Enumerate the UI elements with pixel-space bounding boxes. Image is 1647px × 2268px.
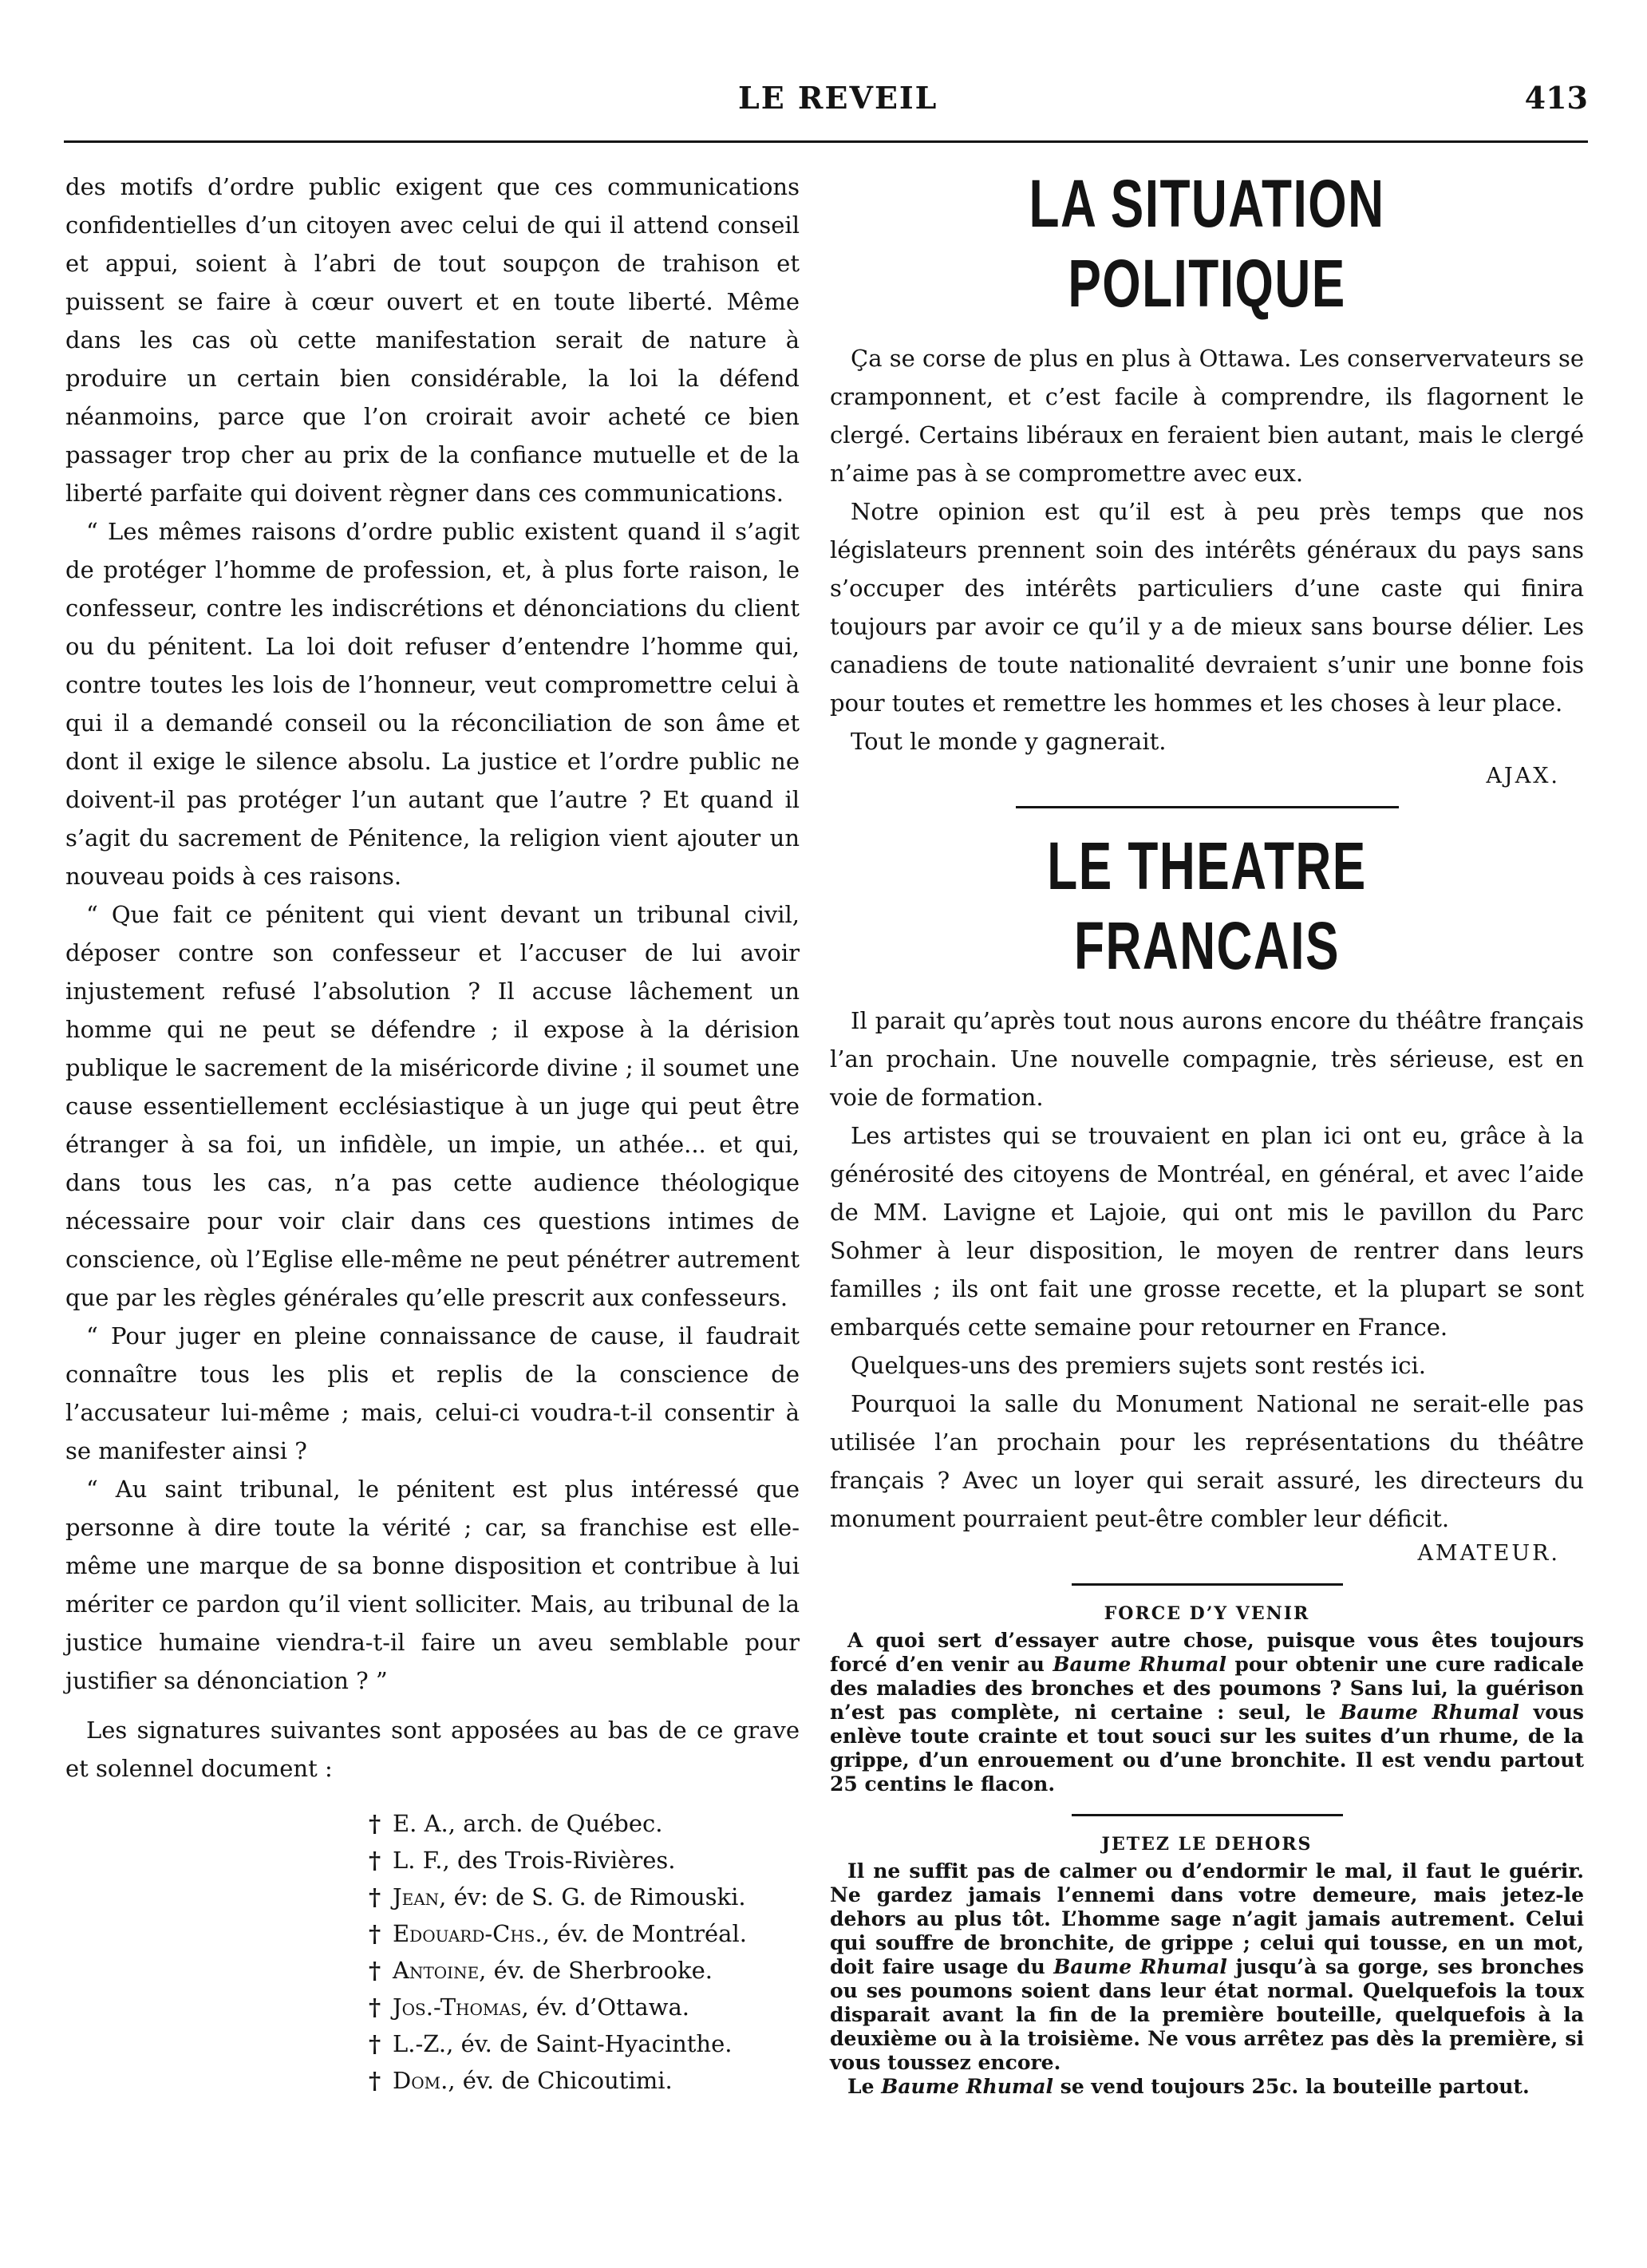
body-paragraph: Ça se corse de plus en plus à Ottawa. Les conservervateurs se cramponnent, et c’est facile à comprendre, ils flagornent le clergé. Certains libéraux en feraient bien autant, mais le clergé n’aime pas à se compromettre avec eux. — [830, 345, 1584, 487]
dagger-mark: † — [369, 2030, 381, 2057]
advert-text — [830, 1629, 1584, 1796]
dagger-mark: † — [369, 1993, 381, 2021]
advert-text — [830, 2075, 1584, 2099]
article-headline: LE THEATRE FRANCAIS — [1047, 828, 1367, 983]
signatory — [369, 1989, 800, 2025]
advert-divider — [1072, 1814, 1343, 1816]
signatory-see: év: de S. G. de Rimouski. — [446, 1883, 746, 1910]
signatory — [369, 1879, 800, 1915]
body-paragraph: Il parait qu’après tout nous aurons encore du théâtre français l’an prochain. Une nouvelle compagnie, très sérieuse, est en voie de formation. — [830, 1007, 1584, 1111]
dagger-mark: † — [369, 1957, 381, 1984]
brand-name: Baume Rhumal — [881, 2075, 1054, 2098]
dagger-mark: † — [369, 1883, 381, 1910]
dagger-mark: † — [369, 2067, 381, 2094]
body-paragraph: des motifs d’ordre public exigent que ces communications confidentielles d’un citoyen avec celui de qui il attend conseil et appui, soient à l’abri de tout soupçon de trahison et puissent se faire à cœur ouvert et en toute liberté. Même dans les cas où cette manifestation serait de nature à produire un certain bien considérable, la loi la défend néanmoins, parce que l’on croirait avoir acheté ce bien passager trop cher au prix de la confiance mutuelle et de la liberté parfaite qui doivent règner dans ces communications. — [65, 173, 800, 507]
body-paragraph: Les artistes qui se trouvaient en plan ici ont eu, grâce à la générosité des citoyens de Montréal, en général, et avec l’aide de MM. Lavigne et Lajoie, qui ont mis le pavillon du Parc Sohmer à leur disposition, le moyen de rentrer dans leurs familles ; ils ont fait une grosse recette, et la plupart se sont embarqués cette semaine pour retourner en France. — [830, 1122, 1584, 1341]
signatories-list — [369, 1805, 800, 2099]
advert-divider — [1072, 1583, 1343, 1586]
signatory — [369, 1952, 800, 1989]
body-paragraph: Notre opinion est qu’il est à peu près temps que nos législateurs prennent soin des intérêts généraux du pays sans s’occuper des intérêts particuliers d’une caste qui finira toujours par avoir ce qu’il y a de mieux sans bourse délier. Les canadiens de toute nationalité devraient s’unir une bonne fois pour toutes et remettre les hommes et les choses à leur place. — [830, 498, 1584, 717]
advert-text-part: se vend toujours 25c. la bouteille partout. — [1053, 2075, 1530, 2098]
advert-text-part: A quoi sert d’essayer autre chose, puisque vous êtes toujours forcé d’en venir au — [830, 1629, 1584, 1676]
advert-text-part: jusqu’à sa gorge, ses bronches ou ses poumons soient dans leur état normal. Quelquefois la toux disparait avant la fin de la première bouteille, quelquefois à la deuxième ou à la troisième. Ne vous arrêtez pas dès la première, si vous toussez encore. — [830, 1955, 1584, 2074]
body-paragraph: “ Au saint tribunal, le pénitent est plus intéressé que personne à dire toute la vérité ; car, sa franchise est elle-même une marque de sa bonne disposition et contribue à lui mériter ce pardon qu’il vient solliciter. Mais, au tribunal de la justice humaine viendra-t-il faire un aveu semblable pour justifier sa dénonciation ? ” — [65, 1476, 800, 1694]
signatory-name: L.-Z., — [393, 2030, 454, 2057]
header-rule — [64, 140, 1588, 143]
signatory — [369, 2025, 800, 2062]
page-number: 413 — [1524, 80, 1588, 116]
article-theatre-francais — [830, 826, 1584, 1566]
body-paragraph: “ Que fait ce pénitent qui vient devant un tribunal civil, déposer contre son confesseur et l’accuser de lui avoir injustement refusé l’absolution ? Il accuse lâchement un homme qui ne peut se défendre ; il expose à la dérision publique le sacrement de la miséricorde divine ; il soumet une cause essentiellement ecclésiastique à un juge qui peut être étranger à sa foi, un infidèle, un impie, un athée... et qui, dans tous les cas, n’a pas cette audience théologique nécessaire pour voir clair dans ces questions intimes de conscience, où l’Eglise elle-même ne peut pénétrer autrement que par les règles générales qu’elle prescrit aux confesseurs. — [65, 901, 800, 1311]
left-column — [65, 168, 800, 2099]
signatory-see: év. de Chicoutimi. — [455, 2067, 673, 2094]
body-paragraph: Les signatures suivantes sont apposées au bas de ce grave et solennel document : — [65, 1717, 800, 1782]
signatory-name: Jean, — [393, 1883, 447, 1910]
advert-text-part: Il ne suffit pas de calmer ou d’endormir le mal, il faut le guérir. Ne gardez jamais l’ennemi dans votre demeure, mais jetez-le dehors au plus tôt. L’homme sage n’agit jamais autrement. Celui qui souffre de bronchite, de grippe ; celui qui tousse, en un mot, doit faire usage du — [830, 1859, 1584, 1978]
article-headline: LA SITUATION POLITIQUE — [1029, 166, 1385, 321]
body-paragraph: Pourquoi la salle du Monument National ne serait-elle pas utilisée l’an prochain pour les représentations du théâtre français ? Avec un loyer qui serait assuré, les directeurs du monument pourraient peut-être combler leur déficit. — [830, 1390, 1584, 1532]
dagger-mark: † — [369, 1810, 381, 1837]
advert-jetez-le-dehors — [830, 1834, 1584, 2099]
advert-text-part: pour obtenir une cure radicale des maladies des bronches et des poumons ? Sans lui, la guérison n’est pas complète, ni certaine : seul, le — [830, 1653, 1584, 1724]
signatory-see: arch. de Québec. — [456, 1810, 663, 1837]
brand-name: Baume Rhumal — [1340, 1701, 1519, 1724]
signatory-name: Edouard-Chs., — [393, 1920, 550, 1947]
article-byline: AMATEUR. — [1417, 1541, 1560, 1566]
signatory-see: év. de Sherbrooke. — [486, 1957, 713, 1984]
signatory — [369, 1805, 800, 1842]
signatory — [369, 2062, 800, 2099]
advert-text-part: Le — [847, 2075, 882, 2098]
signatory-name: Dom., — [393, 2067, 456, 2094]
body-paragraph: Tout le monde y gagnerait. — [851, 728, 1167, 755]
body-paragraph: “ Pour juger en pleine connaissance de cause, il faudrait connaître tous les plis et replis de la conscience de l’accusateur lui-même ; mais, celui-ci voudra-t-il consentir à se manifester ainsi ? — [65, 1322, 800, 1464]
newspaper-title: LE REVEIL — [738, 80, 938, 116]
brand-name: Baume Rhumal — [1053, 1955, 1227, 1978]
article-byline: AJAX. — [1486, 764, 1560, 788]
signatory — [369, 1915, 800, 1952]
signatory — [369, 1842, 800, 1879]
signatory-see: des Trois-Rivières. — [449, 1847, 676, 1874]
dagger-mark: † — [369, 1847, 381, 1874]
body-paragraph: “ Les mêmes raisons d’ordre public existent quand il s’agit de protéger l’homme de profession, et, à plus forte raison, le confesseur, contre les indiscrétions et dénonciations du client ou du pénitent. La loi doit refuser d’entendre l’homme qui, contre toutes les lois de l’honneur, veut compromettre celui à qui il a demandé conseil ou la réconciliation de son âme et dont il exige le silence absolu. La justice et l’ordre public ne doivent-il pas protéger l’un autant que l’autre ? Et quand il s’agit du sacrement de Pénitence, la religion vient ajouter un nouveau poids à ces raisons. — [65, 518, 800, 890]
advert-text — [830, 1859, 1584, 2075]
signatory-name: Jos.-Thomas, — [393, 1993, 529, 2021]
advert-heading: FORCE D’Y VENIR — [1104, 1603, 1310, 1624]
article-situation-politique — [830, 164, 1584, 788]
brand-name: Baume Rhumal — [1053, 1653, 1226, 1676]
signatory-name: L. F., — [393, 1847, 450, 1874]
signatory-name: Antoine, — [393, 1957, 487, 1984]
advert-text-part: vous enlève toute crainte et tout souci sur les suites d’un rhume, de la grippe, d’un enrouement ou d’une bronchite. Il est vendu partout 25 centins le flacon. — [830, 1701, 1584, 1796]
signatory-see: év. d’Ottawa. — [528, 1993, 689, 2021]
article-divider — [1016, 806, 1399, 808]
advert-heading: JETEZ LE DEHORS — [1101, 1834, 1313, 1855]
signatory-name: E. A., — [393, 1810, 456, 1837]
running-header — [64, 80, 1588, 124]
signatory-see: év. de Montréal. — [549, 1920, 747, 1947]
advert-force-dy-venir — [830, 1603, 1584, 1796]
signatory-see: év. de Saint-Hyacinthe. — [453, 2030, 733, 2057]
dagger-mark: † — [369, 1920, 381, 1947]
body-paragraph: Quelques-uns des premiers sujets sont restés ici. — [851, 1352, 1426, 1379]
right-column — [830, 164, 1584, 2099]
